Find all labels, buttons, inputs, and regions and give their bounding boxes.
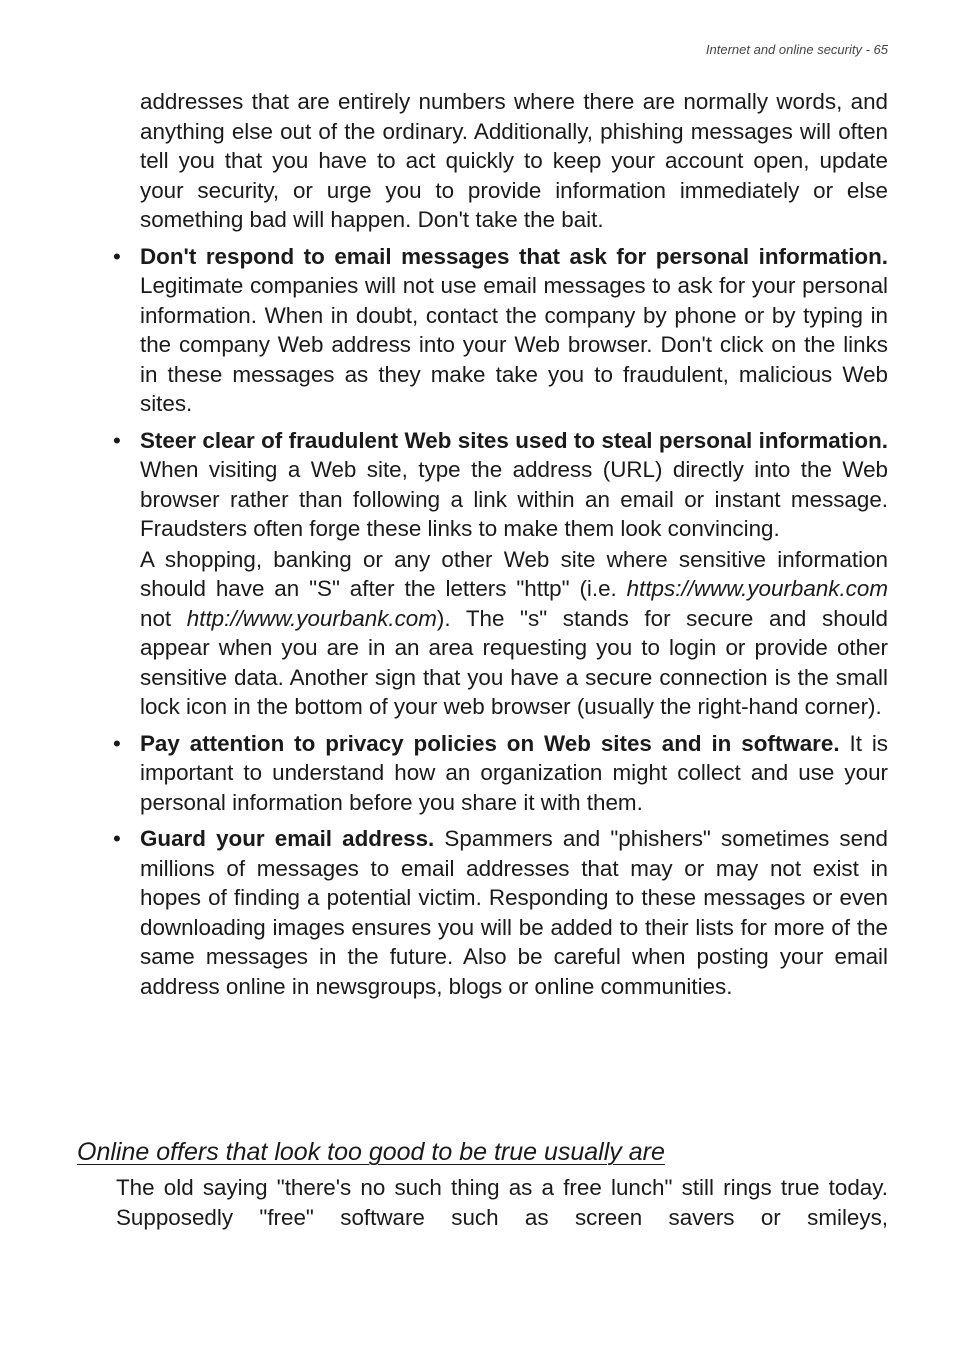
tip-lead: Don't respond to email messages that ask for personal information. (140, 243, 888, 269)
extra-text: not (140, 605, 187, 631)
bullet-icon: • (113, 243, 121, 269)
section-paragraph: The old saying "there's no such thing as a free lunch" still rings true today. Supposedly "free" software such as screen savers or smileys, (116, 1175, 888, 1230)
list-item (113, 242, 888, 419)
tip-text: Legitimate companies will not use email messages to ask for your personal information. When in doubt, contact the company by phone or by typing in the company Web address into your Web browser. Don't click on the links in these messages as they make take you to fraudulent, malicious Web sites. (140, 273, 888, 416)
tip-text: It is important to understand how an organization might collect and use your personal information before you share it with them. (140, 730, 888, 815)
extra-text: ). The "s" stands for secure and should appear when you are in an area requesting you to login or provide other sensitive data. Another sign that you have a secure connection is the small lock icon in the bottom of your web browser (usually the right-hand corner). (140, 605, 888, 719)
bullet-icon: • (113, 826, 121, 851)
intro-paragraph: addresses that are entirely numbers where there are normally words, and anything else out of the ordinary. Additionally, phishing messages will often tell you that you have to act quickly to keep your account open, update your security, or urge you to provide information immediately or else something bad will happen. Don't take the bait. (140, 89, 888, 232)
tip-text: When visiting a Web site, type the address (URL) directly into the Web browser rather than following a link within an email or instant message. Fraudsters often forge these links to make them look convincing. (140, 457, 888, 541)
running-header: Internet and online security - 65 (705, 42, 888, 57)
tip-text: Spammers and "phishers" sometimes send millions of messages to email addresses that may or may not exist in hopes of finding a potential victim. Responding to these messages or even downloading images ensures you will be added to their lists for more of the same messages in the future. Also be careful when posting your email address online in newsgroups, blogs or online communities. (140, 826, 888, 999)
main-content (113, 87, 888, 1008)
section-body (116, 1173, 888, 1232)
tips-list (113, 242, 888, 1002)
tip-lead: Guard your email address. (140, 826, 435, 851)
tip-extra-paragraph (140, 545, 888, 722)
bullet-icon: • (113, 427, 121, 453)
example-url-insecure: http://www.yourbank.com (186, 605, 437, 631)
list-item (113, 729, 888, 818)
bullet-icon: • (113, 730, 121, 756)
example-url-secure: https://www.yourbank.com (626, 576, 888, 601)
section-heading: Online offers that look too good to be true usually are (77, 1138, 665, 1166)
extra-text: A shopping, banking or any other Web site where sensitive information should have an "S" after the letters "http" (i.e. (140, 546, 888, 601)
tip-lead: Steer clear of fraudulent Web sites used to steal personal information. (140, 427, 888, 453)
list-item (113, 426, 888, 722)
list-item (113, 824, 888, 1001)
tip-lead: Pay attention to privacy policies on Web sites and in software. (140, 730, 840, 756)
